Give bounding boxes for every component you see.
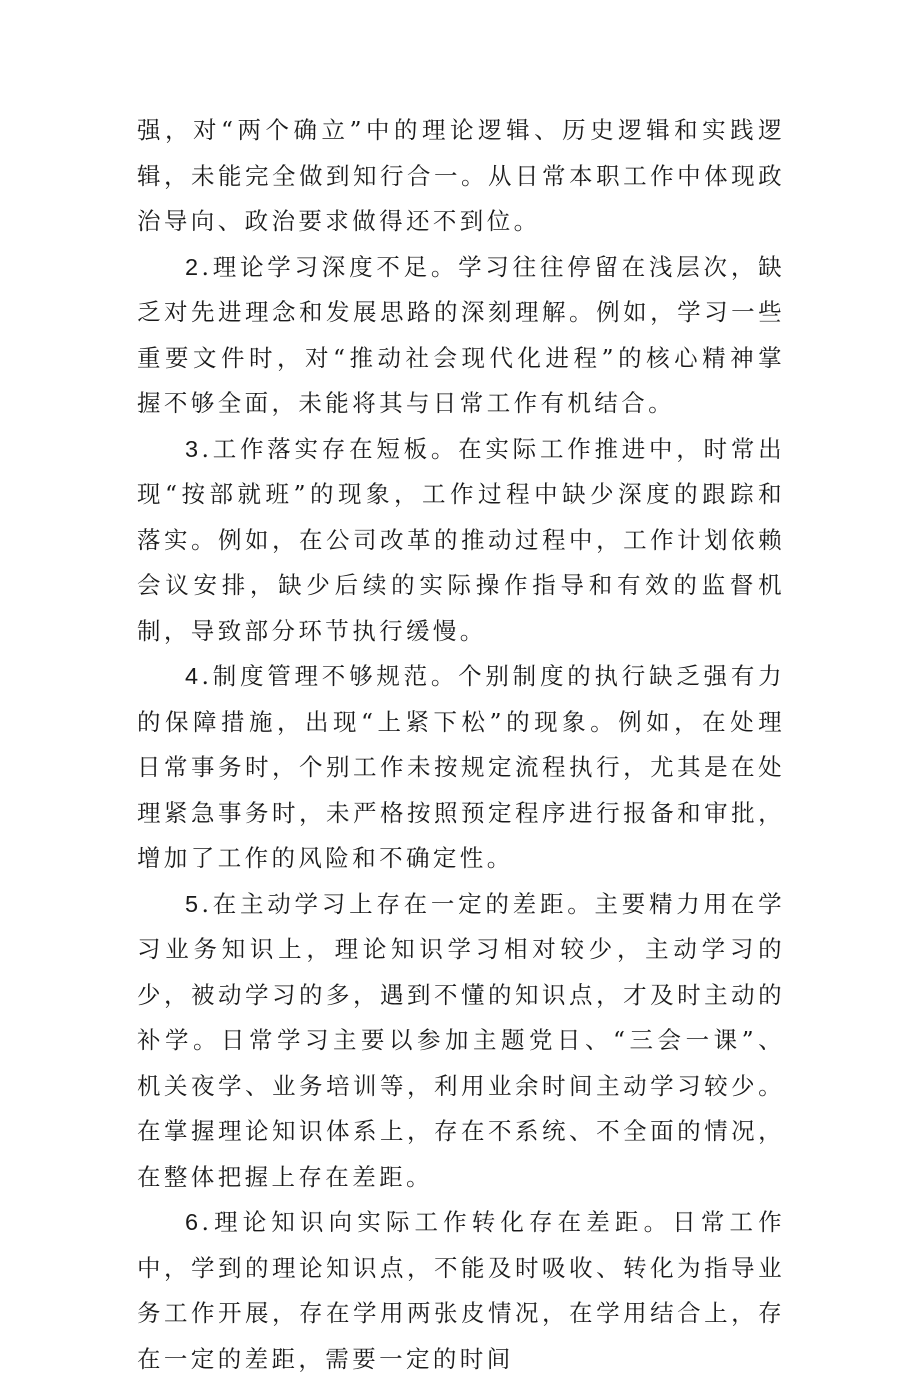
paragraph-item-6 [137,1200,785,1382]
paragraph-text: .理论学习深度不足。学习往往停留在浅层次，缺乏对先进理念和发展思路的深刻理解。例如，学习一些重要文件时，对“推动社会现代化进程”的核心精神掌握不够全面，未能将其与日常工作有机结合。 [137,252,785,417]
paragraph-item-2 [137,245,785,427]
paragraph-continuation [137,108,785,245]
paragraph-number: 2 [185,253,202,280]
paragraph-text: .工作落实存在短板。在实际工作推进中，时常出现“按部就班”的现象，工作过程中缺少深度的跟踪和落实。例如，在公司改革的推动过程中，工作计划依赖会议安排，缺少后续的实际操作指导和有效的监督机制，导致部分环节执行缓慢。 [137,434,785,645]
paragraph-text: .理论知识向实际工作转化存在差距。日常工作中，学到的理论知识点，不能及时吸收、转化为指导业务工作开展，存在学用两张皮情况，在学用结合上，存在一定的差距，需要一定的时间 [137,1208,785,1373]
paragraph-number: 3 [185,435,202,462]
paragraph-item-5 [137,882,785,1201]
paragraph-number: 5 [185,890,202,917]
paragraph-number: 4 [185,663,202,689]
paragraph-item-3 [137,427,785,655]
document-body [137,108,785,1382]
paragraph-text: .在主动学习上存在一定的差距。主要精力用在学习业务知识上，理论知识学习相对较少，主动学习的少，被动学习的多，遇到不懂的知识点，才及时主动的补学。日常学习主要以参加主题党日、“三会一课”、机关夜学、业务培训等，利用业余时间主动学习较少。在掌握理论知识体系上，存在不系统、不全面的情况，在整体把握上存在差距。 [137,889,785,1191]
paragraph-text: 强，对“两个确立”中的理论逻辑、历史逻辑和实践逻辑，未能完全做到知行合一。从日常本职工作中体现政治导向、政治要求做得还不到位。 [137,116,785,235]
paragraph-item-4 [137,654,785,882]
paragraph-text: .制度管理不够规范。个别制度的执行缺乏强有力的保障措施，出现“上紧下松”的现象。例如，在处理日常事务时，个别工作未按规定流程执行，尤其是在处理紧急事务时，未严格按照预定程序进行报备和审批，增加了工作的风险和不确定性。 [137,662,785,872]
paragraph-number: 6 [185,1209,202,1235]
